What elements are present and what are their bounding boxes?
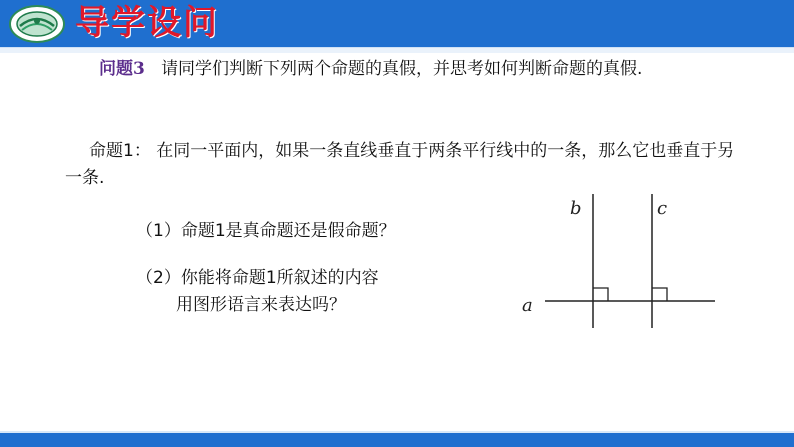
label-b: b bbox=[570, 198, 582, 219]
school-emblem-icon bbox=[8, 4, 66, 44]
question-2-line-1: （2）你能将命题1所叙述的内容 bbox=[136, 268, 379, 288]
right-angle-mark-c bbox=[652, 288, 667, 301]
slide-title: 导学设问 bbox=[75, 3, 219, 43]
perpendicular-lines-diagram bbox=[515, 192, 720, 332]
question-2 bbox=[136, 265, 379, 319]
proposition-paragraph bbox=[65, 138, 745, 192]
problem-paragraph bbox=[65, 56, 745, 83]
proposition-text: 在同一平面内，如果一条直线垂直于两条平行线中的一条，那么它也垂直于另一条. bbox=[65, 141, 735, 188]
problem-text: 请同学们判断下列两个命题的真假，并思考如何判断命题的真假. bbox=[161, 59, 643, 79]
question-2-line-2: 用图形语言来表达吗？ bbox=[176, 295, 346, 315]
problem-label: 问题3 bbox=[99, 59, 145, 79]
question-1: （1）命题1是真命题还是假命题？ bbox=[136, 221, 396, 241]
right-angle-mark-b bbox=[593, 288, 608, 301]
label-c: c bbox=[657, 198, 668, 219]
proposition-label: 命题1： bbox=[89, 141, 151, 161]
header-divider bbox=[0, 47, 794, 53]
footer-bar bbox=[0, 431, 794, 447]
label-a: a bbox=[522, 295, 533, 316]
